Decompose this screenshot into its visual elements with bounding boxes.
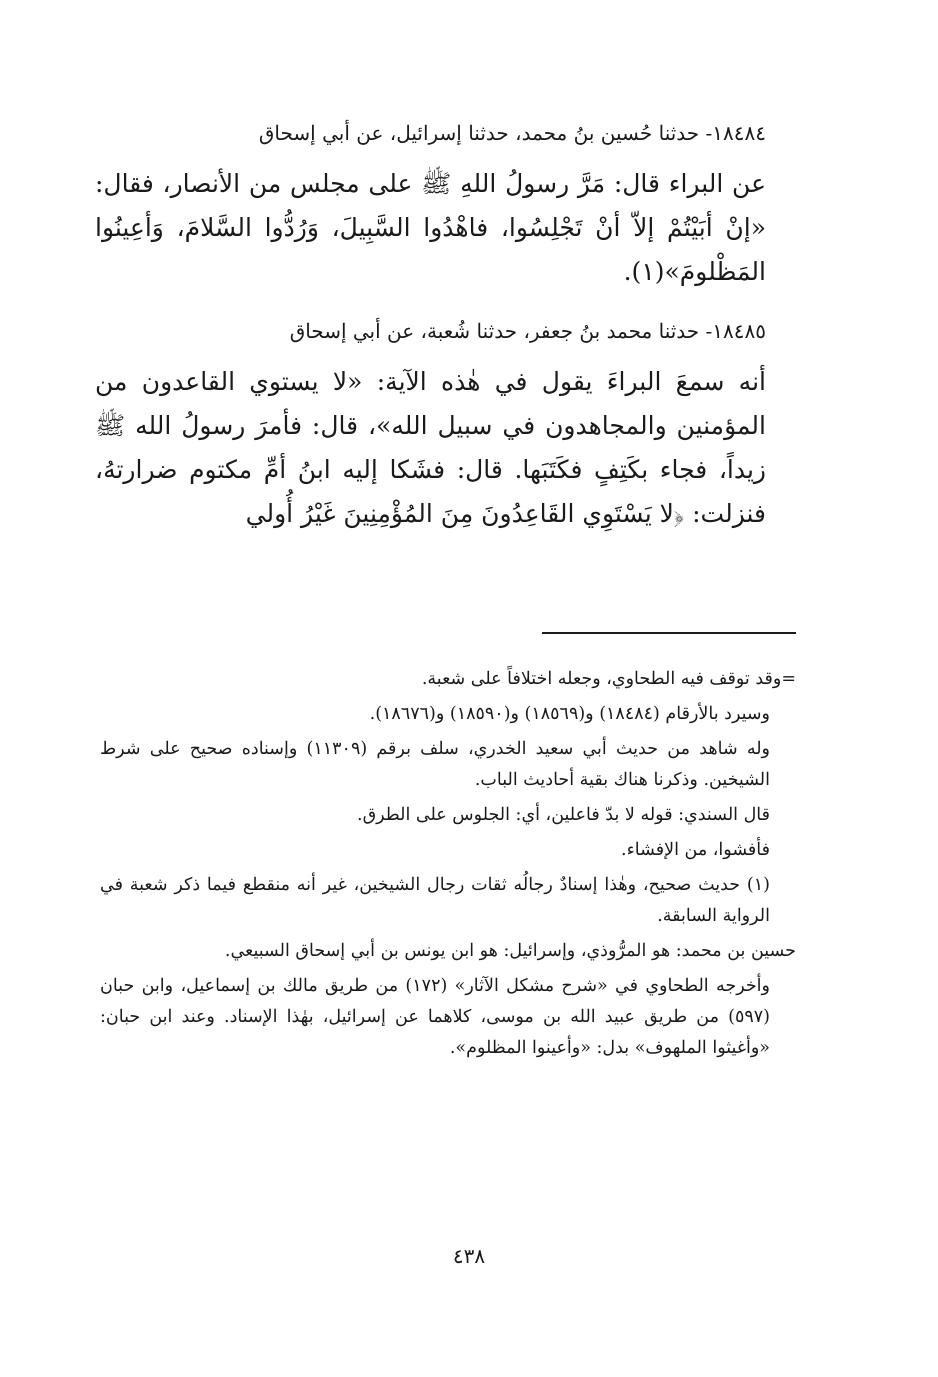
main-text (95, 118, 766, 558)
footnotes (100, 664, 796, 1068)
footnote-line: قال السندي: قوله لا بدّ فاعلين، أي: الجلوس على الطرق. (357, 805, 770, 825)
footnote-line: فأفشوا، من الإفشاء. (621, 840, 770, 860)
footnote-line: وله شاهد من حديث أبي سعيد الخدري، سلف برقم (١١٣٠٩) وإسناده صحيح على شرط الشيخين. وذكرنا هناك بقية أحاديث الباب. (100, 739, 770, 790)
footnote-line: =وقد توقف فيه الطحاوي، وجعله اختلافاً على شعبة. (421, 669, 796, 689)
footnote-line: وأخرجه الطحاوي في «شرح مشكل الآثار» (١٧٢) من طريق مالك بن إسماعيل، وابن حبان (٥٩٧) من طريق عبيد الله بن موسى، كلاهما عن إسرائيل، بهٰذا الإسناد. وعند ابن حبان: «وأغيثوا الملهوف» بدل: «وأعينوا المظلوم». (100, 976, 770, 1058)
footnote-line: حسين بن محمد: هو المرُّوذي، وإسرائيل: هو ابن يونس بن أبي إسحاق السبيعي. (224, 941, 796, 961)
hadith-18484-text: عن البراء قال: مَرَّ رسولُ اللهِ ﷺ على مجلس من الأنصار، فقال: «إنْ أبَيْتُمْ إلاّ أنْ تَجْلِسُوا، فاهْدُوا السَّبِيلَ، وَرُدُّوا السَّلامَ، وَأعِينُوا المَظْلومَ»(١). (95, 169, 766, 286)
hadith-18485-chain: ١٨٤٨٥- حدثنا محمد بنُ جعفر، حدثنا شُعبة، عن أبي إسحاق (289, 319, 766, 343)
hadith-18485-text: أنه سمعَ البراءَ يقول في هٰذه الآية: «لا يستوي القاعدون من المؤمنين والمجاهدون في سبيل الله»، قال: فأمرَ رسولُ الله ﷺ زيداً، فجاء بكَتِفٍ فكَتَبَها. قال: فشَكا إليه ابنُ أمِّ مكتوم ضرارتهُ، فنزلت: ﴿لا يَسْتَوِي القَاعِدُونَ مِنَ المُؤْمِنِينَ غَيْرُ أُولي (95, 367, 766, 528)
footnote-line: وسيرد بالأرقام (١٨٤٨٤) و(١٨٥٦٩) و(١٨٥٩٠) و(١٨٦٧٦). (369, 704, 770, 724)
page-number: ٤٣٨ (452, 1244, 486, 1268)
footnote-1: (١) حديث صحيح، وهٰذا إسنادٌ رجالُه ثقات رجال الشيخين، غير أنه منقطع فيما ذكر شعبة في الرواية السابقة. (100, 875, 770, 926)
footnote-divider (542, 632, 796, 634)
hadith-18484-chain: ١٨٤٨٤- حدثنا حُسين بنُ محمد، حدثنا إسرائيل، عن أبي إسحاق (258, 121, 766, 145)
